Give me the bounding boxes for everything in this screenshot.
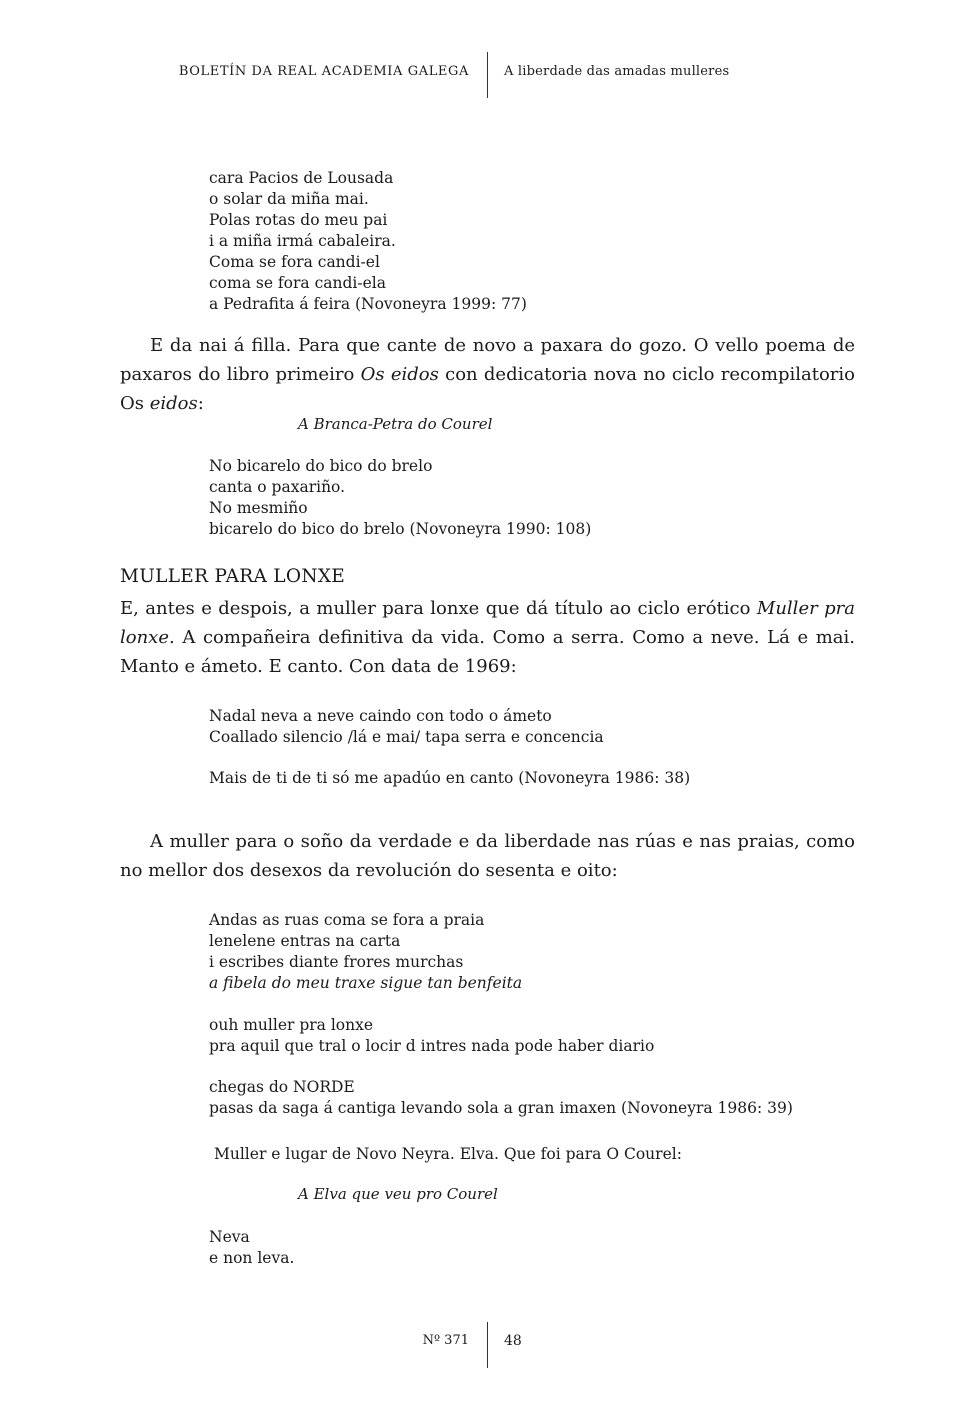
verse-line: pasas da saga á cantiga levando sola a gran imaxen (Novoneyra 1986: 39) — [209, 1099, 793, 1117]
poem-block-4 — [209, 910, 522, 994]
page-number: 48 — [504, 1333, 522, 1349]
verse-line: No mesmiño — [209, 499, 308, 517]
verse-line: bicarelo do bico do brelo (Novoneyra 1990: 108) — [209, 520, 592, 538]
paragraph-2 — [120, 594, 855, 681]
verse-line: lenelene entras na carta — [209, 932, 401, 950]
verse-line: Nadal neva a neve caindo con todo o ámeto — [209, 707, 552, 725]
verse-line: Andas as ruas coma se fora a praia — [209, 911, 485, 929]
paragraph-text: : — [197, 393, 204, 414]
verse-line: ouh muller pra lonxe — [209, 1016, 374, 1034]
intro-line-text: Muller e lugar de Novo Neyra. Elva. Que foi para O Courel: — [214, 1145, 682, 1163]
running-header-journal: BOLETÍN DA REAL ACADEMIA GALEGA — [178, 64, 469, 79]
footer-divider — [487, 1322, 488, 1368]
poem-block-1 — [209, 168, 527, 315]
verse-line: cara Pacios de Lousada — [209, 169, 394, 187]
dedication-2: A Elva que veu pro Courel — [298, 1185, 498, 1203]
poem-block-6 — [209, 1077, 793, 1119]
poem-block-2 — [209, 456, 591, 540]
book-title: eidos — [149, 393, 198, 414]
verse-line: Neva — [209, 1228, 250, 1246]
dedication-1: A Branca-Petra do Courel — [298, 415, 493, 433]
paragraph-text: con dedicatoria nova no ciclo recompilatorio — [438, 364, 855, 385]
poem-block-7 — [209, 1227, 294, 1269]
paragraph-1 — [120, 331, 855, 418]
verse-line-italic: a fibela do meu traxe sigue tan benfeita — [209, 974, 523, 992]
verse-line: coma se fora candi-ela — [209, 274, 386, 292]
verse-line: o solar da miña mai. — [209, 190, 369, 208]
book-title-prefix: Os — [120, 393, 150, 414]
header-divider — [487, 52, 488, 98]
verse-line: Coallado silencio /lá e mai/ tapa serra e concencia — [209, 728, 604, 746]
running-header-article: A liberdade das amadas mulleres — [504, 64, 730, 79]
issue-number: Nº 371 — [422, 1333, 469, 1348]
poem-block-3b — [209, 768, 690, 789]
book-title: Os eidos — [360, 364, 439, 385]
verse-line: i a miña irmá cabaleira. — [209, 232, 396, 250]
book-title: Muller pra lonxe — [120, 598, 856, 648]
verse-line: Mais de ti de ti só me apadúo en canto (Novoneyra 1986: 38) — [209, 769, 691, 787]
verse-line: i escribes diante frores murchas — [209, 953, 464, 971]
paragraph-3: A muller para o soño da verdade e da liberdade nas rúas e nas praias, como no mellor dos desexos da revolución do sesenta e oito: — [120, 831, 855, 881]
poem-block-5 — [209, 1015, 654, 1057]
paragraph-text: E da nai á filla. Para que cante de novo a paxara do gozo. O vello poema de paxaros do libro primeiro — [120, 335, 855, 385]
verse-line: Coma se fora candi-el — [209, 253, 380, 271]
poem-block-3 — [209, 706, 604, 748]
paragraph-text: . A compañeira definitiva da vida. Como a serra. Como a neve. Lá e mai. Manto e ámeto. E canto. Con data de 1969: — [120, 627, 855, 677]
verse-line: No bicarelo do bico do brelo — [209, 457, 433, 475]
verse-line: a Pedrafita á feira (Novoneyra 1999: 77) — [209, 295, 527, 313]
verse-line: pra aquil que tral o locir d intres nada pode haber diario — [209, 1037, 655, 1055]
verse-line: e non leva. — [209, 1249, 295, 1267]
paragraph-text: E, antes e despois, a muller para lonxe que dá título ao ciclo erótico — [120, 598, 757, 619]
verse-line: Polas rotas do meu pai — [209, 211, 388, 229]
verse-line: canta o paxariño. — [209, 478, 346, 496]
verse-line: chegas do NORDE — [209, 1078, 355, 1096]
section-heading: MULLER PARA LONXE — [120, 566, 346, 587]
intro-line — [214, 1144, 682, 1165]
